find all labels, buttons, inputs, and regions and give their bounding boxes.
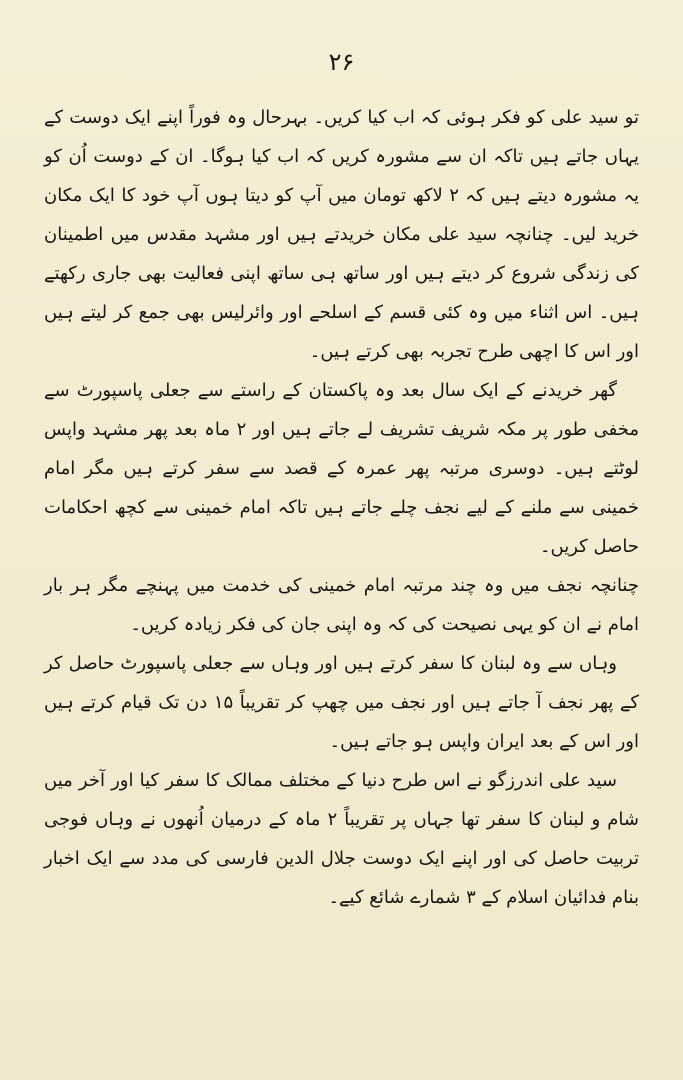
page-body [44,98,639,917]
paragraph-4: وہاں سے وہ لبنان کا سفر کرتے ہیں اور وہاں سے جعلی پاسپورٹ حاصل کر کے پھر نجف آ جاتے ہیں اور نجف میں چھپ کر تقریباً ۱۵ دن تک قیام کرتے ہیں اور اس کے بعد ایران واپس ہو جاتے ہیں۔ [44,653,639,752]
paragraph-2: گھر خریدنے کے ایک سال بعد وہ پاکستان کے راستے سے جعلی پاسپورٹ سے مخفی طور پر مکہ شریف تشریف لے جاتے ہیں اور ۲ ماہ بعد پھر مشہد واپس لوٹتے ہیں۔ دوسری مرتبہ پھر عمرہ کے قصد سے سفر کرتے ہیں مگر امام خمینی سے ملنے کے لیے نجف چلے جاتے ہیں تاکہ امام خمینی سے کچھ احکامات حاصل کریں۔ [44,380,639,557]
page-number: ۲۶ [328,48,355,76]
paragraph-1: تو سید علی کو فکر ہوئی کہ اب کیا کریں۔ بہرحال وہ فوراً اپنے ایک دوست کے یہاں جاتے ہیں تاکہ ان سے مشورہ کریں کہ اب کیا ہوگا۔ ان کے دوست اُن کو یہ مشورہ دیتے ہیں کہ ۲ لاکھ تومان میں آپ کو دیتا ہوں آپ خود کا ایک مکان خرید لیں۔ چنانچہ سید علی مکان خریدتے ہیں اور مشہد مقدس میں اطمینان کی زندگی شروع کر دیتے ہیں اور ساتھ ہی ساتھ اپنی فعالیت بھی جاری رکھتے ہیں۔ اس اثناء میں وہ کئی قسم کے اسلحے اور وائرلیس بھی جمع کر لیتے ہیں اور اس کا اچھی طرح تجربہ بھی کرتے ہیں۔ [44,107,640,362]
paragraph-3: چنانچہ نجف میں وہ چند مرتبہ امام خمینی کی خدمت میں پہنچے مگر ہر بار امام نے ان کو یہی نصیحت کی کہ وہ اپنی جان کی فکر زیادہ کریں۔ [44,575,639,635]
paragraph-5: سید علی اندرزگو نے اس طرح دنیا کے مختلف ممالک کا سفر کیا اور آخر میں شام و لبنان کا سفر تھا جہاں پر تقریباً ۲ ماہ کے درمیان اُنھوں نے وہاں فوجی تربیت حاصل کی اور اپنے ایک دوست جلال الدین فارسی کی مدد سے ایک اخبار بنام فدائیان اسلام کے ۳ شمارے شائع کیے۔ [44,770,639,908]
